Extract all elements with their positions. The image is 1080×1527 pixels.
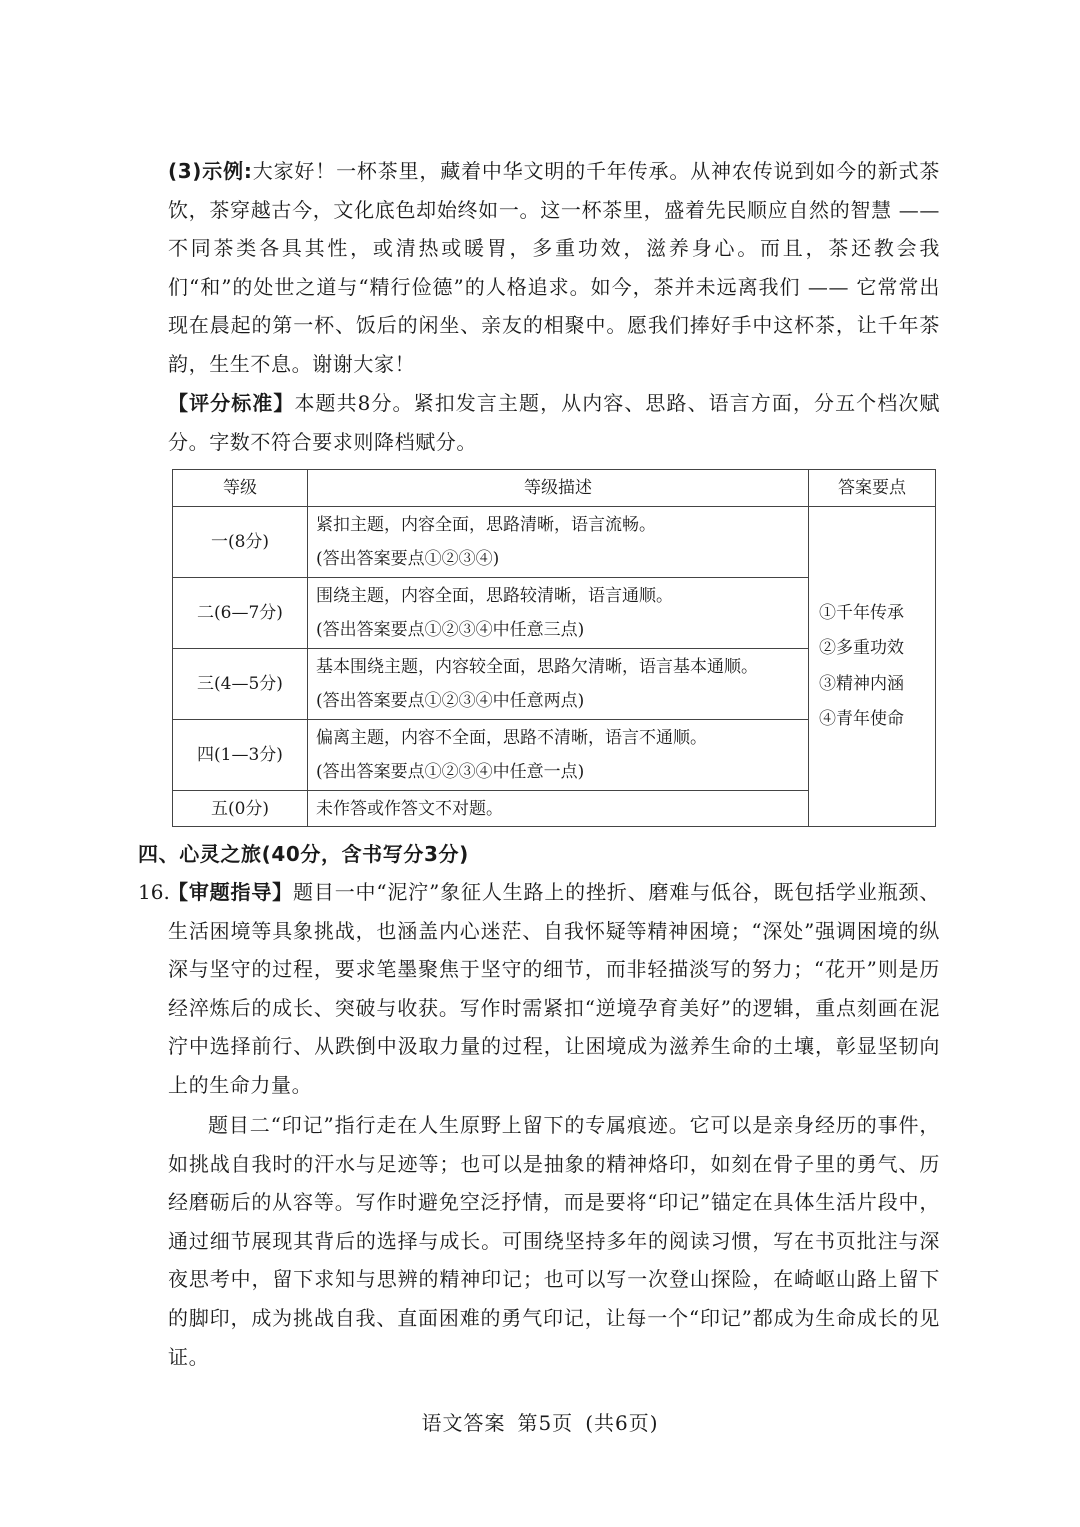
row-level: 三(4—5分) [173, 649, 308, 720]
example-paragraph [168, 152, 940, 384]
guidance-paragraph-1 [168, 873, 940, 1105]
row-level: 一(8分) [173, 507, 308, 578]
guidance-text-1: 题目一中“泥泞”象征人生路上的挫折、磨难与低谷，既包括学业瓶颈、生活困境等具象挑战，也涵盖内心迷茫、自我怀疑等精神困境；“深处”强调困境的纵深与坚守的过程，要求笔墨聚焦于坚守的细节，而非轻描淡写的努力；“花开”则是历经淬炼后的成长、突破与收获。写作时需紧扣“逆境孕育美好”的逻辑，重点刻画在泥泞中选择前行、从跌倒中汲取力量的过程，让困境成为滋养生命的土壤，彰显坚韧向上的生命力量。 [168, 880, 940, 1097]
row-description [308, 507, 809, 578]
answer-point: ①千年传承 [819, 602, 904, 623]
table-row [173, 507, 936, 578]
footer-total: (共6页) [585, 1411, 659, 1435]
row-level: 四(1—3分) [173, 720, 308, 791]
row-level: 二(6—7分) [173, 578, 308, 649]
row-desc-text: 偏离主题，内容不全面，思路不清晰，语言不通顺。 [316, 728, 707, 748]
row-desc-text: 紧扣主题，内容全面，思路清晰，语言流畅。 [316, 515, 656, 535]
footer-subject: 语文答案 [421, 1411, 506, 1435]
answer-point: ②多重功效 [819, 638, 904, 658]
answer-point: ④青年使命 [819, 709, 904, 729]
row-desc-text: 基本围绕主题，内容较全面，思路欠清晰，语言基本通顺。 [316, 657, 758, 677]
row-description [308, 791, 809, 827]
section-title: 四、心灵之旅(40分，含书写分3分) [138, 842, 469, 866]
row-desc-note: (答出答案要点①②③④中任意两点) [316, 691, 585, 711]
row-desc-text: 未作答或作答文不对题。 [316, 798, 503, 819]
row-description [308, 649, 809, 720]
example-text: 大家好！一杯茶里，藏着中华文明的千年传承。从神农传说到如今的新式茶饮，茶穿越古今，文化底色却始终如一。这一杯茶里，盛着先民顺应自然的智慧 —— 不同茶类各具其性，或清热或暖胃，多重功效，滋养身心。而且，茶还教会我们“和”的处世之道与“精行俭德”的人格追求。如今，茶并未远离我们 —— 它常常出现在晨起的第一杯、饭后的闲坐、亲友的相聚中。愿我们捧好手中这杯茶，让千年茶韵，生生不息。谢谢大家！ [168, 159, 940, 376]
example-label: (3)示例: [168, 159, 253, 183]
guidance-label: 【审题指导】 [168, 880, 294, 904]
row-level: 五(0分) [173, 791, 308, 827]
scoring-paragraph [168, 384, 940, 461]
scoring-label: 【评分标准】 [168, 391, 295, 415]
row-description [308, 720, 809, 791]
header-description: 等级描述 [308, 470, 809, 507]
page-footer [0, 1407, 1080, 1436]
grading-table-header [173, 470, 936, 507]
footer-page: 第5页 [517, 1411, 574, 1435]
header-level: 等级 [173, 470, 308, 507]
row-desc-note: (答出答案要点①②③④) [316, 549, 500, 569]
row-desc-note: (答出答案要点①②③④中任意三点) [316, 620, 585, 640]
row-desc-note: (答出答案要点①②③④中任意一点) [316, 762, 585, 782]
header-points: 答案要点 [809, 470, 936, 507]
row-description [308, 578, 809, 649]
answer-point: ③精神内涵 [819, 673, 904, 694]
scoring-text: 本题共8分。紧扣发言主题，从内容、思路、语言方面，分五个档次赋分。字数不符合要求则降档赋分。 [168, 391, 940, 454]
row-desc-text: 围绕主题，内容全面，思路较清晰，语言通顺。 [316, 586, 673, 606]
guidance-paragraph-2: 题目二“印记”指行走在人生原野上留下的专属痕迹。它可以是亲身经历的事件，如挑战自我时的汗水与足迹等；也可以是抽象的精神烙印，如刻在骨子里的勇气、历经磨砺后的从容等。写作时避免空泛抒情，而是要将“印记”锚定在具体生活片段中，通过细节展现其背后的选择与成长。可围绕坚持多年的阅读习惯，写在书页批注与深夜思考中，留下求知与思辨的精神印记；也可以写一次登山探险，在崎岖山路上留下的脚印，成为挑战自我、直面困难的勇气印记，让每一个“印记”都成为生命成长的见证。 [168, 1113, 940, 1369]
answer-points-cell [809, 507, 936, 827]
grading-table [172, 469, 936, 827]
question-number: 16. [138, 880, 170, 904]
